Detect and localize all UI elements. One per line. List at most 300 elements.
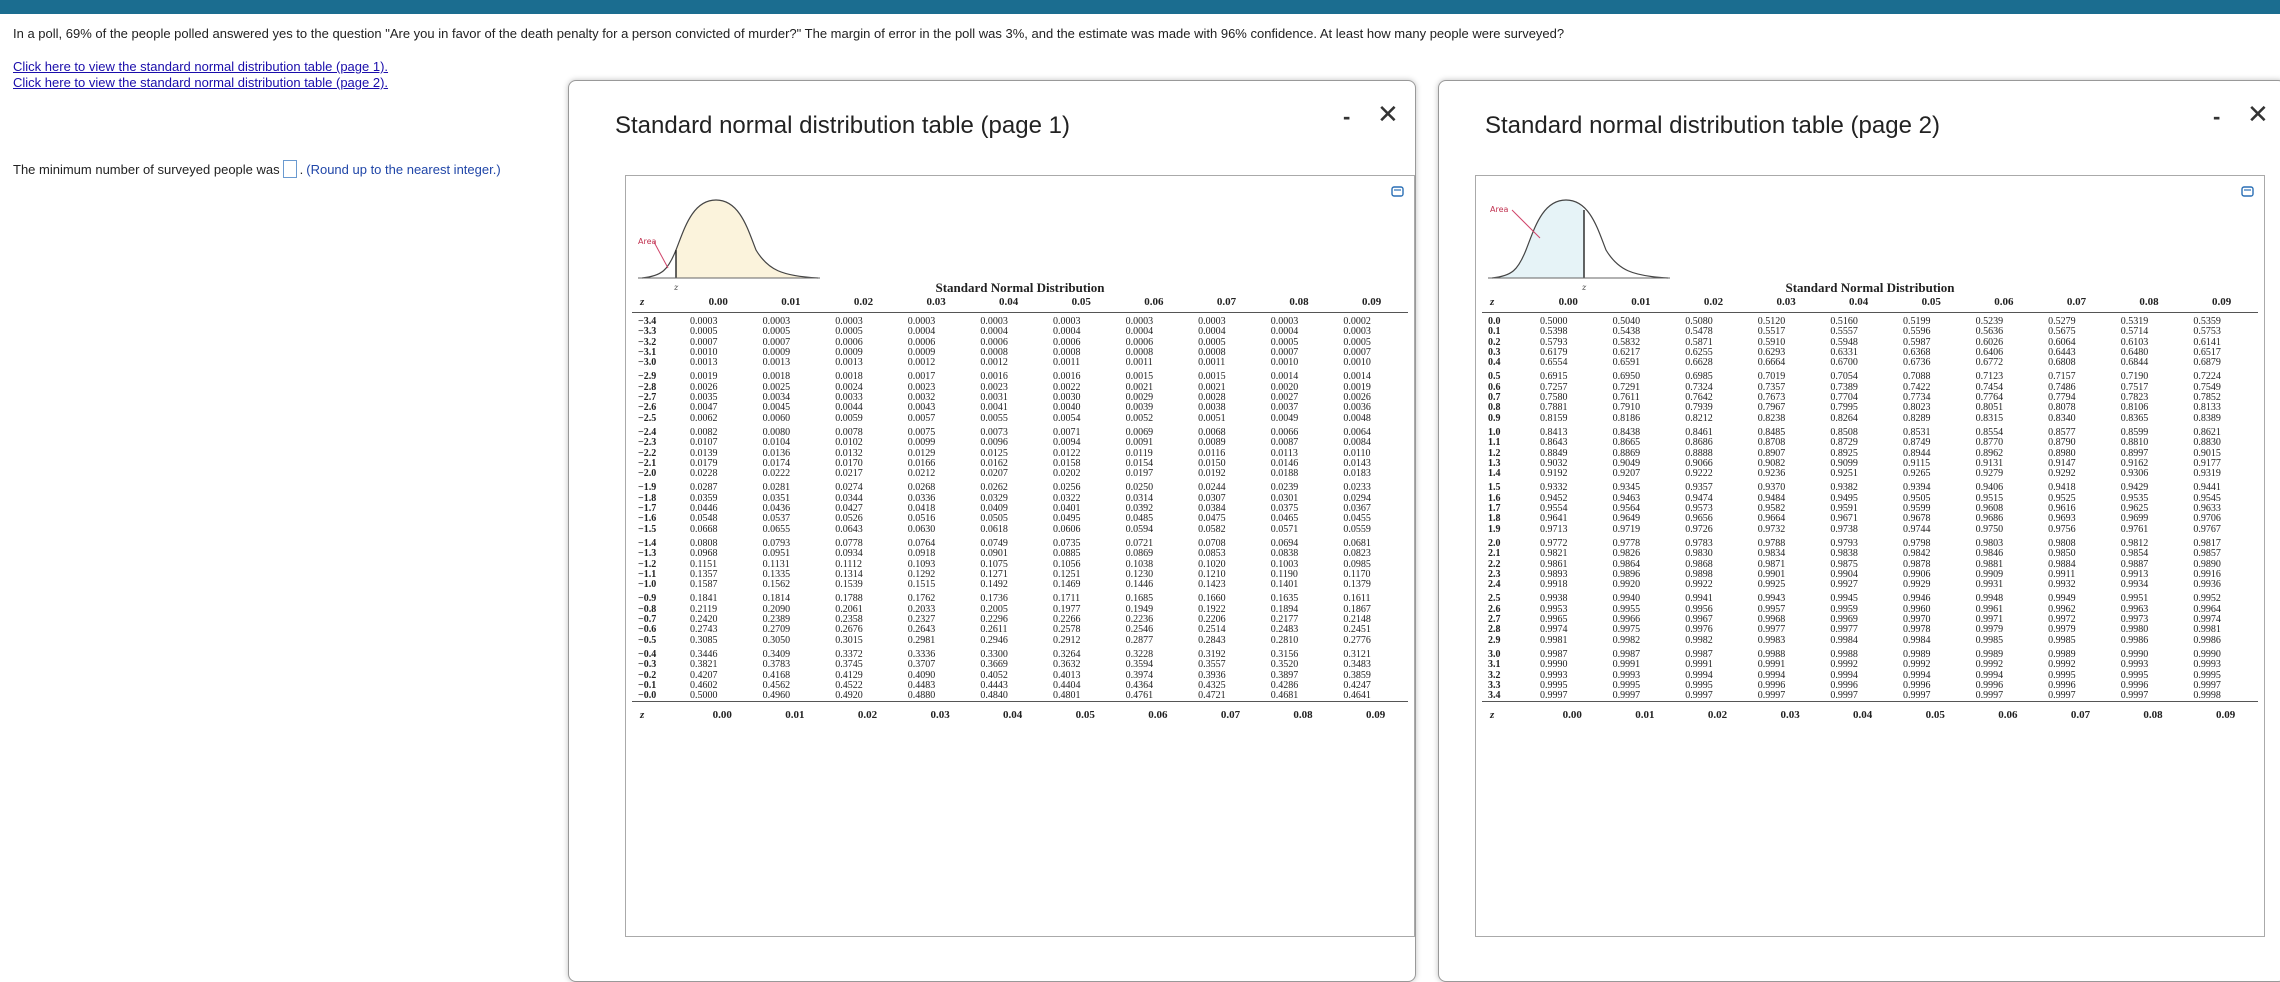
probability-cell: 0.3483 <box>1343 659 1371 671</box>
probability-cell: 0.0427 <box>835 503 863 515</box>
probability-cell: 0.0116 <box>1198 447 1226 459</box>
probability-cell: 0.9952 <box>2193 593 2221 605</box>
probability-cell: 0.9965 <box>1540 614 1568 626</box>
probability-cell: 0.9987 <box>1540 648 1568 660</box>
column-header: 0.02 <box>1677 294 1750 313</box>
probability-cell: 0.0017 <box>907 371 936 383</box>
probability-cell: 0.0179 <box>690 457 718 469</box>
probability-cell: 0.9995 <box>2120 669 2149 681</box>
probability-cell: 0.9147 <box>2048 457 2076 469</box>
probability-cell: 0.0006 <box>980 336 1008 348</box>
probability-cell: 0.7123 <box>1975 371 2004 383</box>
probability-cell: 0.8289 <box>1902 412 1931 424</box>
column-header: 0.01 <box>755 294 828 313</box>
probability-cell: 0.2389 <box>762 614 791 626</box>
probability-cell: 0.2578 <box>1052 624 1081 636</box>
z-value: −1.3 <box>638 548 657 560</box>
probability-cell: 0.0968 <box>690 548 718 560</box>
table-row <box>1482 358 2258 368</box>
column-footer: 0.08 <box>1263 702 1336 721</box>
table-row <box>1482 525 2258 535</box>
probability-cell: 0.0003 <box>835 316 863 327</box>
probability-cell: 0.1762 <box>907 593 936 605</box>
probability-cell: 0.8830 <box>2193 437 2221 449</box>
probability-cell: 0.9319 <box>2193 468 2221 480</box>
z-value: −2.3 <box>638 437 657 449</box>
probability-cell: 0.0007 <box>1343 346 1371 358</box>
probability-cell: 0.4247 <box>1343 679 1371 691</box>
table-row <box>1482 580 2258 590</box>
probability-cell: 0.6443 <box>2048 346 2076 358</box>
probability-cell: 0.3300 <box>980 648 1008 660</box>
probability-cell: 0.9974 <box>2193 614 2221 626</box>
answer-suffix: . <box>299 161 304 177</box>
popout-icon[interactable] <box>1391 186 1404 197</box>
probability-cell: 0.0838 <box>1270 548 1299 560</box>
probability-cell: 0.0183 <box>1343 468 1371 480</box>
probability-cell: 0.8599 <box>2120 426 2149 438</box>
table-row <box>1482 636 2258 646</box>
probability-cell: 0.6179 <box>1540 346 1568 358</box>
probability-cell: 0.0036 <box>1343 402 1371 414</box>
probability-cell: 0.9975 <box>1612 624 1641 636</box>
probability-cell: 0.0495 <box>1052 513 1081 525</box>
probability-cell: 0.0038 <box>1198 402 1226 414</box>
probability-cell: 0.9884 <box>2048 558 2076 570</box>
table-dialog-page-2 <box>1438 80 2280 982</box>
probability-cell: 0.8051 <box>1975 402 2004 414</box>
column-footer: 0.04 <box>1822 702 1895 721</box>
probability-cell: 0.0281 <box>762 482 791 494</box>
probability-cell: 0.1611 <box>1343 593 1371 605</box>
probability-cell: 0.5160 <box>1830 316 1858 327</box>
probability-cell: 0.8238 <box>1757 412 1786 424</box>
probability-cell: 0.0009 <box>835 346 863 358</box>
z-value: −1.6 <box>638 513 657 525</box>
z-value: 0.6 <box>1488 381 1501 393</box>
probability-cell: 0.9177 <box>2193 457 2221 469</box>
probability-cell: 0.0045 <box>762 402 791 414</box>
z-value: 3.4 <box>1488 690 1501 702</box>
probability-cell: 0.7517 <box>2120 381 2149 393</box>
probability-cell: 0.2033 <box>907 603 936 615</box>
probability-cell: 0.9857 <box>2193 548 2221 560</box>
probability-cell: 0.0049 <box>1270 412 1299 424</box>
probability-cell: 0.2514 <box>1198 624 1226 636</box>
minimize-button[interactable]: - <box>1343 104 1351 129</box>
column-footer: 0.09 <box>2185 702 2258 721</box>
probability-cell: 0.9292 <box>2048 468 2076 480</box>
z-value: −1.2 <box>638 558 657 570</box>
probability-cell: 0.0014 <box>1343 371 1371 383</box>
probability-cell: 0.0322 <box>1052 492 1081 504</box>
z-column-header: z <box>632 294 682 313</box>
probability-cell: 0.9982 <box>1612 634 1641 646</box>
probability-cell: 0.9564 <box>1612 503 1641 515</box>
probability-cell: 0.0075 <box>907 426 936 438</box>
probability-cell: 0.9265 <box>1902 468 1931 480</box>
probability-cell: 0.4562 <box>762 679 791 691</box>
z-value: 2.2 <box>1488 558 1501 570</box>
probability-cell: 0.0018 <box>762 371 791 383</box>
probability-cell: 0.9972 <box>2048 614 2076 626</box>
table-row <box>632 525 1408 535</box>
probability-cell: 0.9812 <box>2120 537 2149 549</box>
probability-cell: 0.0446 <box>690 503 718 515</box>
probability-cell: 0.9625 <box>2120 503 2149 515</box>
probability-cell: 0.6700 <box>1830 357 1858 369</box>
z-value: −3.2 <box>638 336 657 348</box>
z-value: 1.5 <box>1488 482 1501 494</box>
link-table-page-1[interactable]: Click here to view the standard normal distribution table (page 1). <box>13 59 389 74</box>
column-footer: 0.05 <box>1045 702 1118 721</box>
probability-cell: 0.5199 <box>1902 316 1931 327</box>
probability-cell: 0.0107 <box>690 437 718 449</box>
probability-cell: 0.9738 <box>1830 523 1858 535</box>
z-value: −2.7 <box>638 392 657 404</box>
probability-cell: 0.0078 <box>835 426 863 438</box>
probability-cell: 0.1894 <box>1270 603 1299 615</box>
probability-cell: 0.0409 <box>980 503 1008 515</box>
probability-cell: 0.0162 <box>980 457 1008 469</box>
z-value: −0.9 <box>638 593 657 605</box>
probability-cell: 0.9868 <box>1685 558 1713 570</box>
probability-cell: 0.2090 <box>762 603 791 615</box>
z-column-header: z <box>1482 702 1532 721</box>
probability-cell: 0.7995 <box>1830 402 1858 414</box>
probability-cell: 0.6950 <box>1612 371 1641 383</box>
probability-cell: 0.9916 <box>2193 568 2221 580</box>
probability-cell: 0.4721 <box>1198 690 1226 702</box>
probability-cell: 0.0233 <box>1343 482 1371 494</box>
probability-cell: 0.6844 <box>2120 357 2149 369</box>
popout-icon[interactable] <box>2241 186 2254 197</box>
probability-cell: 0.0307 <box>1198 492 1226 504</box>
z-value: −0.0 <box>638 690 657 702</box>
probability-cell: 0.1562 <box>762 579 791 591</box>
probability-cell: 0.0006 <box>907 336 936 348</box>
probability-cell: 0.1379 <box>1343 579 1371 591</box>
probability-cell: 0.9995 <box>2048 669 2076 681</box>
probability-cell: 0.9357 <box>1685 482 1713 494</box>
link-table-page-2[interactable]: Click here to view the standard normal distribution table (page 2). <box>13 75 389 90</box>
probability-cell: 0.9452 <box>1540 492 1568 504</box>
probability-cell: 0.0019 <box>1343 381 1371 393</box>
probability-cell: 0.9641 <box>1540 513 1568 525</box>
z-value: −1.7 <box>638 503 657 515</box>
probability-cell: 0.7190 <box>2120 371 2149 383</box>
close-button[interactable]: ✕ <box>2247 99 2269 129</box>
probability-cell: 0.9985 <box>2048 634 2076 646</box>
probability-cell: 0.0287 <box>690 482 718 494</box>
z-value: 0.1 <box>1488 326 1501 338</box>
probability-cell: 0.9850 <box>2048 548 2076 560</box>
probability-cell: 0.9955 <box>1612 603 1641 615</box>
z-value: −2.2 <box>638 447 657 459</box>
probability-cell: 0.0011 <box>1052 357 1081 369</box>
probability-cell: 0.9783 <box>1685 537 1713 549</box>
probability-cell: 0.0087 <box>1270 437 1299 449</box>
probability-cell: 0.0188 <box>1270 468 1299 480</box>
probability-cell: 0.9251 <box>1830 468 1858 480</box>
probability-cell: 0.9901 <box>1757 568 1786 580</box>
probability-cell: 0.9993 <box>2120 659 2149 671</box>
answer-prefix: The minimum number of surveyed people was <box>13 161 280 177</box>
probability-cell: 0.8997 <box>2120 447 2149 459</box>
z-value: 1.3 <box>1488 457 1501 469</box>
probability-cell: 0.8264 <box>1830 412 1858 424</box>
probability-cell: 0.6064 <box>2048 336 2076 348</box>
table-row <box>1482 590 2258 604</box>
probability-cell: 0.9846 <box>1975 548 2004 560</box>
table-row <box>1482 535 2258 549</box>
probability-cell: 0.0021 <box>1198 381 1226 393</box>
column-header: 0.07 <box>2040 294 2113 313</box>
z-value: 2.6 <box>1488 603 1501 615</box>
probability-cell: 0.8485 <box>1757 426 1786 438</box>
table-title: Standard Normal Distribution <box>935 280 1105 295</box>
probability-cell: 0.0384 <box>1198 503 1226 515</box>
probability-cell: 0.0901 <box>980 548 1008 560</box>
area-label: Area <box>1490 205 1509 214</box>
probability-cell: 0.9969 <box>1830 614 1858 626</box>
probability-cell: 0.1075 <box>980 558 1008 570</box>
probability-cell: 0.7486 <box>2048 381 2076 393</box>
z-value: −3.1 <box>638 346 657 358</box>
probability-cell: 0.9962 <box>2048 603 2076 615</box>
probability-cell: 0.8106 <box>2120 402 2149 414</box>
z-column-header: z <box>632 702 682 721</box>
probability-cell: 0.8554 <box>1975 426 2004 438</box>
probability-cell: 0.9192 <box>1540 468 1568 480</box>
table-row <box>632 313 1408 328</box>
probability-cell: 0.6217 <box>1612 346 1641 358</box>
probability-cell: 0.9920 <box>1612 579 1641 591</box>
probability-cell: 0.9988 <box>1757 648 1786 660</box>
probability-cell: 0.1867 <box>1343 603 1371 615</box>
probability-cell: 0.6103 <box>2120 336 2149 348</box>
probability-cell: 0.7357 <box>1757 381 1786 393</box>
column-header: 0.04 <box>972 294 1045 313</box>
probability-cell: 0.0110 <box>1343 447 1371 459</box>
probability-cell: 0.0048 <box>1343 412 1371 424</box>
z-value: −3.3 <box>638 326 657 338</box>
probability-cell: 0.3745 <box>835 659 863 671</box>
table-row <box>632 368 1408 382</box>
probability-cell: 0.7764 <box>1975 392 2004 404</box>
probability-cell: 0.8531 <box>1902 426 1931 438</box>
probability-cell: 0.0043 <box>907 402 936 414</box>
z-value: 1.6 <box>1488 492 1501 504</box>
probability-cell: 0.3632 <box>1052 659 1081 671</box>
probability-cell: 0.9990 <box>2193 648 2221 660</box>
probability-cell: 0.0027 <box>1270 392 1299 404</box>
table-row <box>632 479 1408 493</box>
probability-cell: 0.0606 <box>1052 523 1081 535</box>
probability-cell: 0.8888 <box>1685 447 1713 459</box>
probability-cell: 0.9979 <box>2048 624 2076 636</box>
probability-cell: 0.1314 <box>835 568 863 580</box>
probability-cell: 0.0020 <box>1270 381 1299 393</box>
probability-cell: 0.8665 <box>1612 437 1641 449</box>
probability-cell: 0.0014 <box>1270 371 1299 383</box>
column-header: 0.07 <box>1190 294 1263 313</box>
column-footer: 0.01 <box>1605 702 1678 721</box>
z-value: 1.9 <box>1488 523 1501 535</box>
probability-cell: 0.9941 <box>1685 593 1713 605</box>
table-row <box>632 549 1408 559</box>
probability-cell: 0.7157 <box>2048 371 2076 383</box>
z-value: 2.9 <box>1488 634 1501 646</box>
probability-cell: 0.8643 <box>1540 437 1568 449</box>
probability-cell: 0.8212 <box>1685 412 1713 424</box>
column-header: 0.06 <box>1118 294 1191 313</box>
probability-cell: 0.9864 <box>1612 558 1641 570</box>
probability-cell: 0.8577 <box>2048 426 2076 438</box>
probability-cell: 0.2877 <box>1125 634 1154 646</box>
probability-cell: 0.0068 <box>1198 426 1226 438</box>
probability-cell: 0.0301 <box>1270 492 1299 504</box>
probability-cell: 0.1587 <box>690 579 718 591</box>
probability-cell: 0.0019 <box>690 371 718 383</box>
probability-cell: 0.8810 <box>2120 437 2149 449</box>
probability-cell: 0.0136 <box>762 447 791 459</box>
minimize-button[interactable]: - <box>2213 104 2221 129</box>
probability-cell: 0.0069 <box>1125 426 1154 438</box>
probability-cell: 0.9922 <box>1685 579 1713 591</box>
table-row <box>632 535 1408 549</box>
column-header: 0.03 <box>900 294 973 313</box>
probability-cell: 0.4286 <box>1270 679 1299 691</box>
probability-cell: 0.1251 <box>1052 568 1081 580</box>
z-value: −2.6 <box>638 402 657 414</box>
probability-cell: 0.0013 <box>835 357 863 369</box>
probability-cell: 0.7642 <box>1685 392 1713 404</box>
probability-cell: 0.9861 <box>1540 558 1568 570</box>
probability-cell: 0.8869 <box>1612 447 1641 459</box>
probability-cell: 0.5478 <box>1685 326 1713 338</box>
close-button[interactable]: ✕ <box>1377 99 1399 129</box>
z-value: −2.4 <box>638 426 657 438</box>
probability-cell: 0.9996 <box>1975 679 2004 691</box>
probability-cell: 0.9992 <box>2048 659 2076 671</box>
probability-cell: 0.0192 <box>1198 468 1226 480</box>
column-header: 0.09 <box>1335 294 1408 313</box>
probability-cell: 0.9974 <box>1540 624 1568 636</box>
probability-cell: 0.9991 <box>1685 659 1713 671</box>
probability-cell: 0.9997 <box>2120 690 2149 702</box>
probability-cell: 0.0294 <box>1343 492 1371 504</box>
probability-cell: 0.9996 <box>1830 679 1858 691</box>
probability-cell: 0.0034 <box>762 392 791 404</box>
probability-cell: 0.0582 <box>1198 523 1226 535</box>
z-value: 2.5 <box>1488 593 1501 605</box>
answer-input[interactable] <box>283 160 297 178</box>
table-row <box>1482 660 2258 670</box>
probability-cell: 0.9332 <box>1540 482 1568 494</box>
probability-cell: 0.9985 <box>1975 634 2004 646</box>
probability-cell: 0.0885 <box>1052 548 1081 560</box>
probability-cell: 0.0025 <box>762 381 791 393</box>
probability-cell: 0.0359 <box>690 492 718 504</box>
column-footer: 0.02 <box>827 702 900 721</box>
probability-cell: 0.7291 <box>1612 381 1641 393</box>
probability-cell: 0.3156 <box>1270 648 1299 660</box>
table-row <box>632 469 1408 479</box>
probability-cell: 0.8729 <box>1830 437 1858 449</box>
probability-cell: 0.2776 <box>1343 634 1371 646</box>
column-footer: 0.04 <box>972 702 1045 721</box>
probability-cell: 0.9968 <box>1757 614 1786 626</box>
probability-cell: 0.9994 <box>1975 669 2004 681</box>
probability-cell: 0.2358 <box>835 614 863 626</box>
probability-cell: 0.2236 <box>1125 614 1154 626</box>
table-row <box>632 691 1408 702</box>
probability-cell: 0.1038 <box>1125 558 1154 570</box>
probability-cell: 0.9996 <box>2120 679 2149 691</box>
probability-cell: 0.9798 <box>1902 537 1931 549</box>
probability-cell: 0.3707 <box>907 659 936 671</box>
probability-cell: 0.9981 <box>2193 624 2221 636</box>
probability-cell: 0.1020 <box>1198 558 1226 570</box>
column-header-row <box>632 294 1408 313</box>
z-value: −1.5 <box>638 523 657 535</box>
probability-cell: 0.3783 <box>762 659 791 671</box>
probability-cell: 0.0006 <box>1052 336 1081 348</box>
probability-cell: 0.9963 <box>2120 603 2149 615</box>
probability-cell: 0.9995 <box>1612 679 1641 691</box>
probability-cell: 0.0089 <box>1198 437 1226 449</box>
probability-cell: 0.1788 <box>835 593 863 605</box>
probability-cell: 0.9931 <box>1975 579 2004 591</box>
probability-cell: 0.0793 <box>762 537 791 549</box>
probability-cell: 0.0681 <box>1343 537 1371 549</box>
z-value: −1.8 <box>638 492 657 504</box>
probability-cell: 0.0004 <box>1198 326 1226 338</box>
probability-cell: 0.0122 <box>1052 447 1081 459</box>
probability-cell: 0.9993 <box>1540 669 1568 681</box>
probability-cell: 0.0344 <box>835 492 863 504</box>
dialog-title: Standard normal distribution table (page 1) <box>615 112 1070 139</box>
probability-cell: 0.4681 <box>1270 690 1299 702</box>
top-bar <box>0 0 2280 14</box>
probability-cell: 0.0031 <box>980 392 1008 404</box>
probability-cell: 0.8186 <box>1612 412 1641 424</box>
probability-cell: 0.9830 <box>1685 548 1713 560</box>
probability-cell: 0.0004 <box>980 326 1008 338</box>
probability-cell: 0.5239 <box>1975 316 2004 327</box>
probability-cell: 0.9484 <box>1757 492 1786 504</box>
probability-cell: 0.3936 <box>1198 669 1226 681</box>
probability-cell: 0.9015 <box>2193 447 2221 459</box>
probability-cell: 0.2148 <box>1343 614 1371 626</box>
z-value: −0.5 <box>638 634 657 646</box>
probability-cell: 0.0143 <box>1343 457 1371 469</box>
probability-cell: 0.9976 <box>1685 624 1713 636</box>
probability-cell: 0.1112 <box>835 558 862 570</box>
probability-cell: 0.9913 <box>2120 568 2149 580</box>
probability-cell: 0.0643 <box>835 523 863 535</box>
probability-cell: 0.0005 <box>762 326 791 338</box>
probability-cell: 0.3015 <box>835 634 863 646</box>
probability-cell: 0.1814 <box>762 593 791 605</box>
probability-cell: 0.9878 <box>1902 558 1931 570</box>
probability-cell: 0.0119 <box>1125 447 1153 459</box>
probability-cell: 0.9979 <box>1975 624 2004 636</box>
probability-cell: 0.1711 <box>1052 593 1081 605</box>
probability-cell: 0.0041 <box>980 402 1008 414</box>
probability-cell: 0.9664 <box>1757 513 1786 525</box>
